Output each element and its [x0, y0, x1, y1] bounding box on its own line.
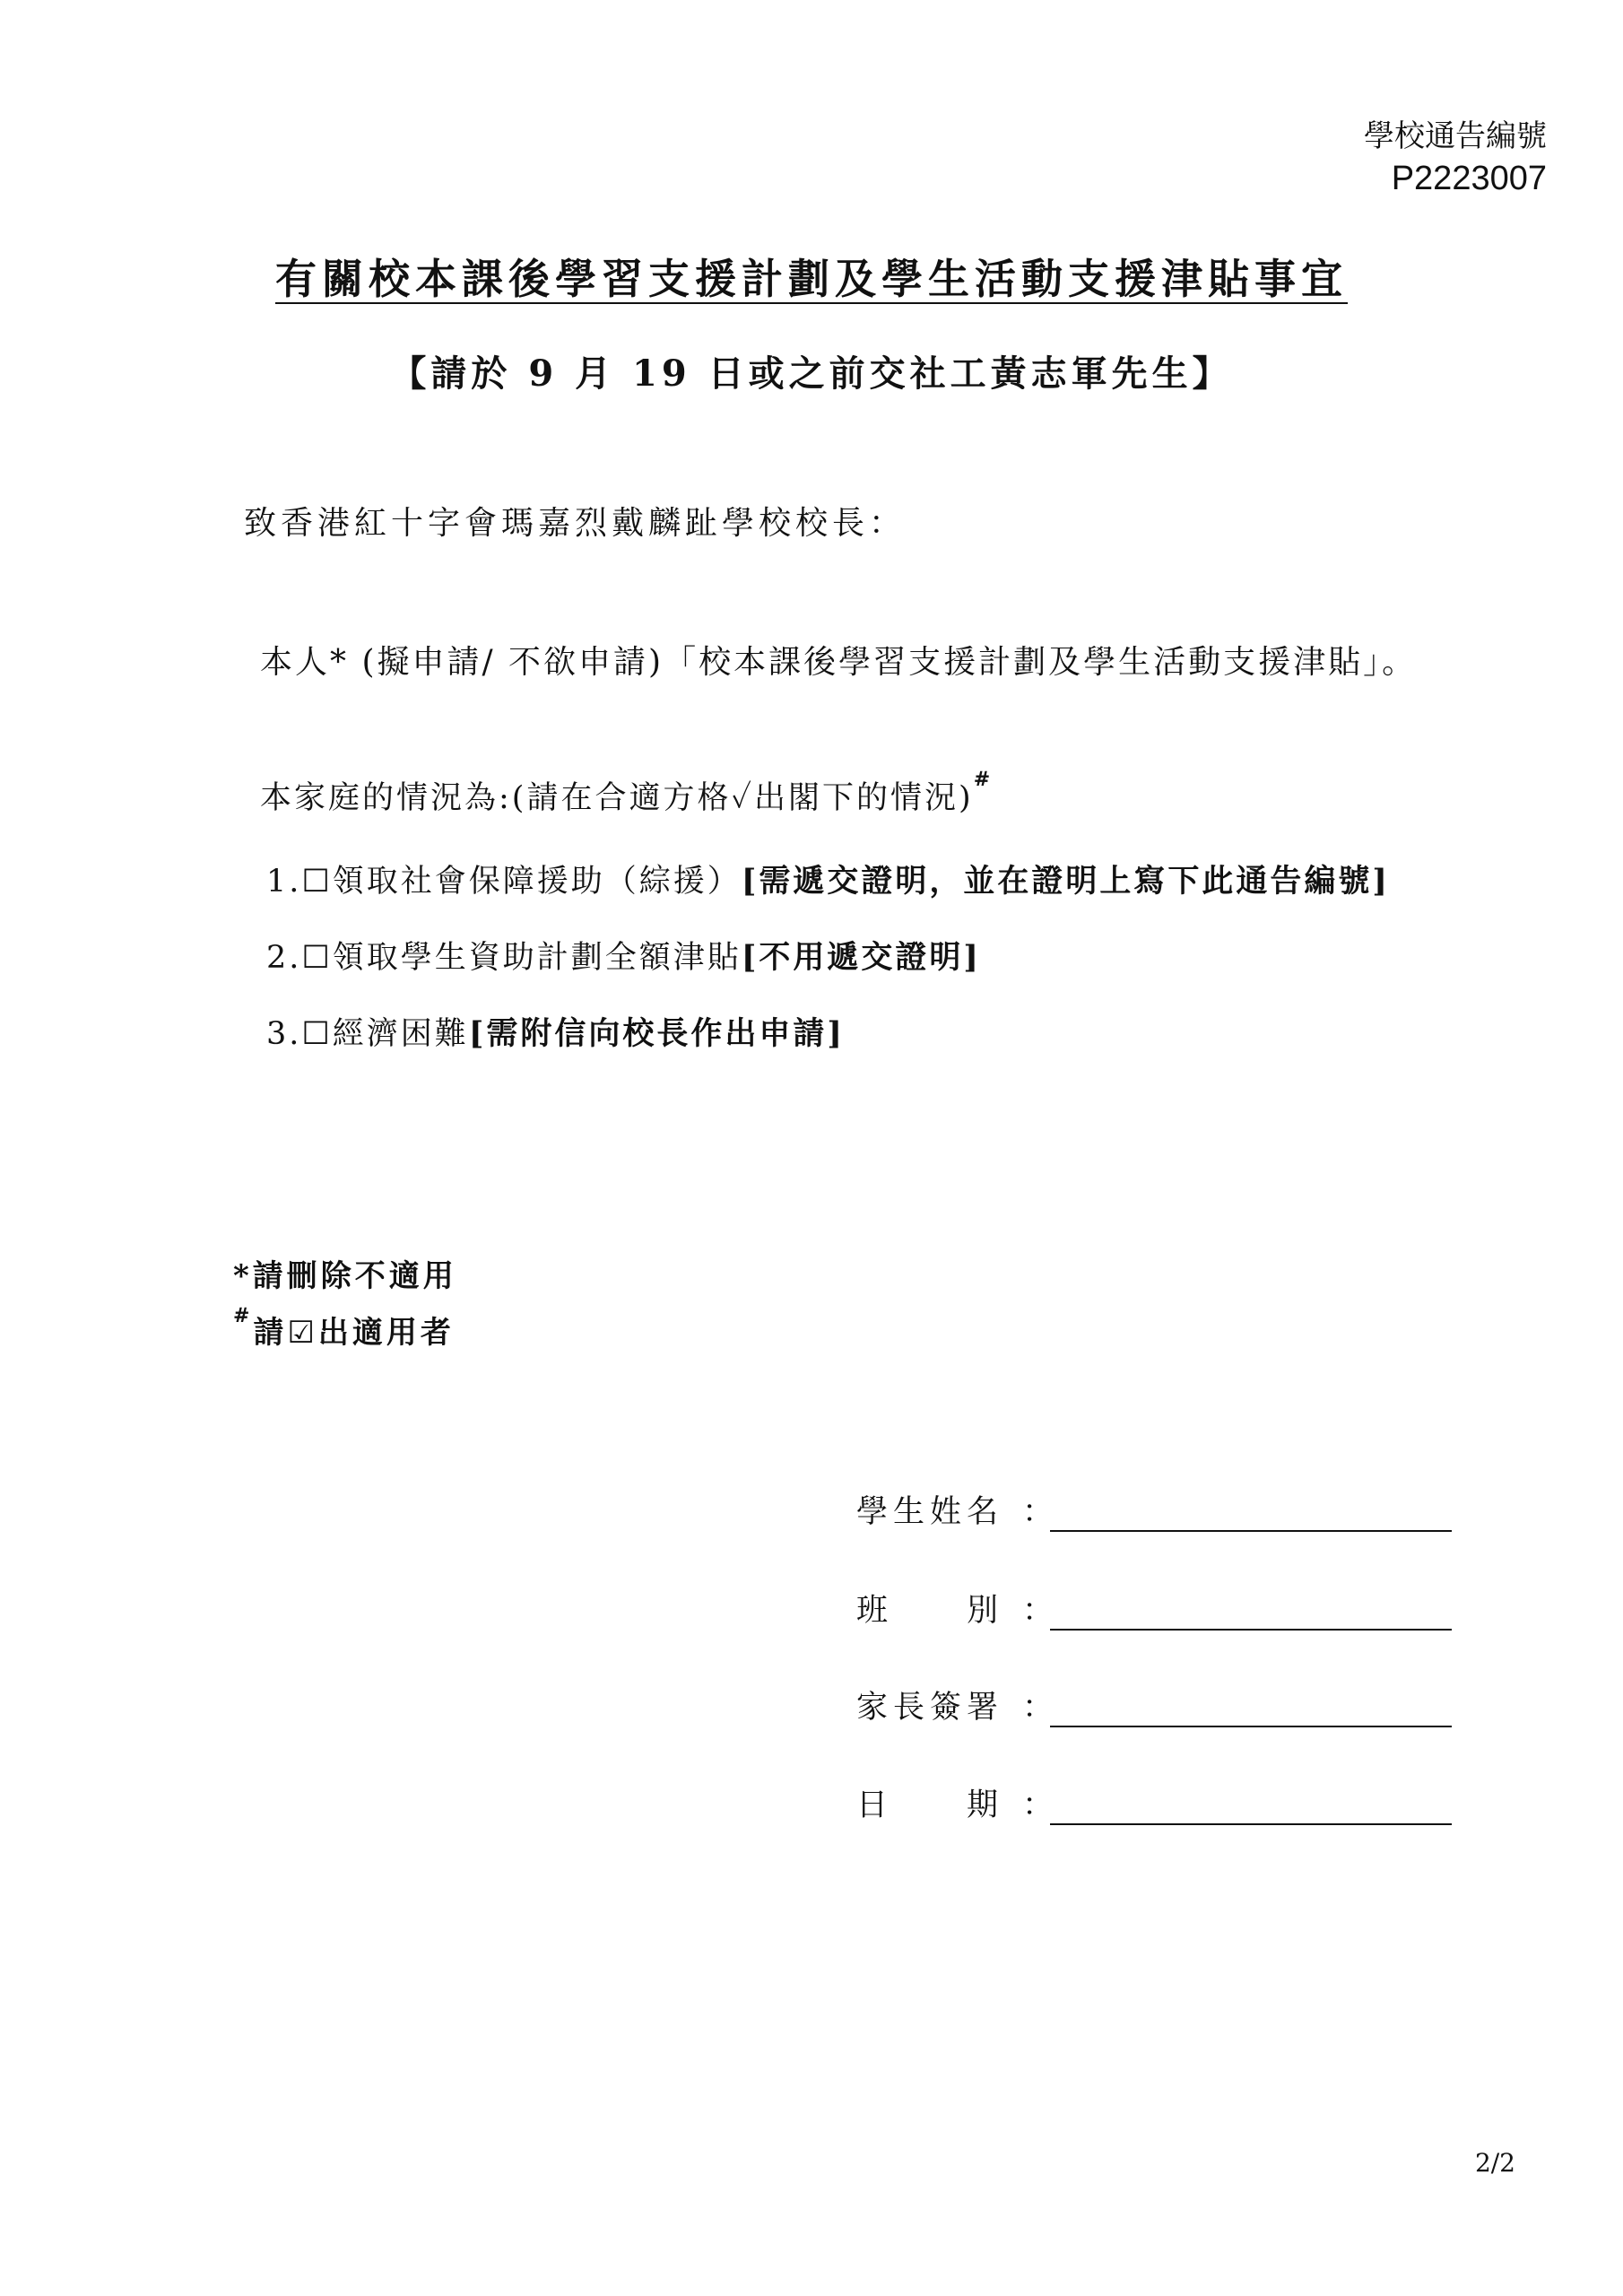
- footnote-tick-prefix: 請: [253, 1315, 288, 1351]
- footnote-tick: [233, 1304, 455, 1352]
- checked-box-icon: ☑: [287, 1315, 318, 1351]
- field-colon: ：: [1022, 1593, 1060, 1629]
- option-note: [不用遞交證明]: [741, 939, 981, 976]
- application-statement: 本人* (擬申請/ 不欲申請)「校本課後學習支援計劃及學生活動支援津貼」。: [260, 644, 1418, 681]
- parent-signature-field: [856, 1683, 1452, 1727]
- option-text: 領取社會保障援助（綜援）: [332, 864, 742, 900]
- document-title-text: 有關校本課後學習支援計劃及學生活動支援津貼事宜: [275, 255, 1348, 303]
- option-number: 2.: [266, 940, 302, 976]
- option-item-cssa: [266, 857, 1390, 901]
- field-label: 家長簽署: [856, 1690, 1004, 1726]
- footnote-delete: *請刪除不適用: [233, 1258, 457, 1294]
- field-label: 日 期: [856, 1787, 1004, 1823]
- family-situation-heading: [260, 768, 994, 818]
- option-item-financial-hardship: [266, 1009, 845, 1054]
- checkbox-icon[interactable]: ☐: [301, 1016, 333, 1052]
- notice-label: 學校通告編號: [1364, 119, 1547, 153]
- date-line[interactable]: [1050, 1793, 1452, 1825]
- field-colon: ：: [1022, 1787, 1060, 1823]
- class-field: [856, 1586, 1452, 1631]
- footnote-tick-suffix: 出適用者: [317, 1315, 455, 1351]
- checkbox-icon[interactable]: ☐: [301, 940, 333, 976]
- notice-number: P2223007: [1391, 160, 1547, 197]
- field-label: 班 別: [856, 1593, 1004, 1629]
- checkbox-icon[interactable]: ☐: [301, 864, 333, 900]
- field-colon: ：: [1022, 1690, 1060, 1726]
- option-text: 領取學生資助計劃全額津貼: [332, 940, 742, 976]
- hash-mark: #: [973, 768, 994, 791]
- field-colon: ：: [1022, 1494, 1060, 1530]
- page-number: 2/2: [1474, 2148, 1515, 2178]
- option-number: 1.: [266, 864, 302, 900]
- date-field: [856, 1780, 1452, 1825]
- parent-signature-line[interactable]: [1050, 1695, 1452, 1727]
- class-line[interactable]: [1050, 1598, 1452, 1631]
- hash-mark: #: [233, 1304, 254, 1327]
- document-title: [0, 247, 1623, 306]
- recipient-line: 致香港紅十字會瑪嘉烈戴麟趾學校校長：: [244, 505, 907, 542]
- student-name-field: [856, 1487, 1452, 1532]
- option-text: 經濟困難: [332, 1016, 469, 1052]
- option-number: 3.: [266, 1016, 302, 1052]
- option-item-full-grant: [266, 933, 981, 978]
- student-name-line[interactable]: [1050, 1500, 1452, 1532]
- family-situation-text: 本家庭的情況為:(請在合適方格✓出閣下的情況): [260, 780, 974, 816]
- field-label: 學生姓名: [856, 1494, 1004, 1530]
- option-note: [需遞交證明，並在證明上寫下此通告編號]: [741, 863, 1390, 900]
- submission-deadline: 【請於 9 月 19 日或之前交社工黃志軍先生】: [390, 352, 1233, 395]
- option-note: [需附信向校長作出申請]: [468, 1015, 845, 1052]
